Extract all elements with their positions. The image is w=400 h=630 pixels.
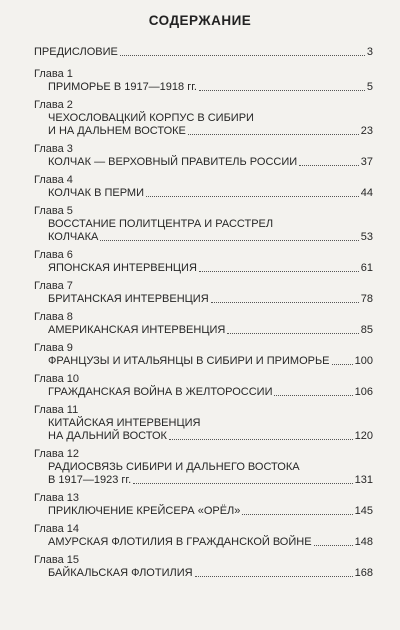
chapter-label: Глава 5	[34, 205, 73, 217]
toc-line	[34, 46, 373, 59]
dot-leader	[242, 514, 352, 515]
toc-line	[48, 231, 373, 244]
chapter-label: Глава 9	[34, 342, 73, 354]
toc-entry-chapter	[34, 372, 373, 399]
chapter-title-line: ЯПОНСКАЯ ИНТЕРВЕНЦИЯ	[48, 262, 197, 274]
chapter-label: Глава 3	[34, 143, 73, 155]
toc-line	[48, 156, 373, 169]
chapter-title-block	[34, 505, 373, 518]
chapter-title-block	[34, 156, 373, 169]
chapter-list	[34, 67, 373, 580]
toc-page-number: 145	[354, 505, 373, 517]
toc-entry-chapter	[34, 173, 373, 200]
toc-entry-chapter	[34, 341, 373, 368]
toc-entry-chapter	[34, 310, 373, 337]
chapter-title-block	[34, 355, 373, 368]
toc-entry-title: ПРЕДИСЛОВИЕ	[34, 46, 118, 58]
dot-leader	[195, 576, 353, 577]
chapter-label: Глава 8	[34, 311, 73, 323]
chapter-title-line: КИТАЙСКАЯ ИНТЕРВЕНЦИЯ	[48, 417, 201, 429]
toc-entry-chapter	[34, 67, 373, 94]
chapter-title-line: ФРАНЦУЗЫ И ИТАЛЬЯНЦЫ В СИБИРИ И ПРИМОРЬЕ	[48, 355, 330, 367]
chapter-title-block	[34, 461, 373, 487]
page-title: СОДЕРЖАНИЕ	[148, 13, 252, 28]
chapter-title-block	[34, 81, 373, 94]
dot-leader	[199, 271, 359, 272]
toc-line	[48, 324, 373, 337]
chapter-title-line: И НА ДАЛЬНЕМ ВОСТОКЕ	[48, 125, 186, 137]
chapter-label: Глава 11	[34, 404, 79, 416]
toc-page-number: 5	[366, 81, 373, 93]
chapter-title-block	[34, 262, 373, 275]
chapter-title-block	[34, 567, 373, 580]
dot-leader	[100, 240, 358, 241]
toc-entry-chapter	[34, 248, 373, 275]
chapter-title-block	[34, 536, 373, 549]
chapter-label: Глава 12	[34, 448, 80, 460]
chapter-title-line: АМЕРИКАНСКАЯ ИНТЕРВЕНЦИЯ	[48, 324, 226, 336]
chapter-title-line: ВОССТАНИЕ ПОЛИТЦЕНТРА И РАССТРЕЛ	[48, 218, 274, 230]
toc-line	[48, 430, 373, 443]
dot-leader	[133, 483, 353, 484]
toc-page-number: 23	[360, 125, 373, 137]
toc-entry-chapter	[34, 491, 373, 518]
chapter-title-line: КОЛЧАК — ВЕРХОВНЫЙ ПРАВИТЕЛЬ РОССИИ	[48, 156, 298, 168]
chapter-title-line: КОЛЧАК В ПЕРМИ	[48, 187, 144, 199]
chapter-title-block	[34, 386, 373, 399]
chapter-label: Глава 10	[34, 373, 80, 385]
table-of-contents	[34, 46, 373, 584]
chapter-title-block	[34, 112, 373, 138]
toc-page-number: 148	[354, 536, 373, 548]
dot-leader	[274, 395, 352, 396]
toc-page-number: 61	[360, 262, 373, 274]
toc-page-number: 131	[354, 474, 373, 486]
toc-page-number: 120	[354, 430, 373, 442]
toc-line	[48, 355, 373, 368]
toc-line	[48, 567, 373, 580]
chapter-label: Глава 14	[34, 523, 80, 535]
chapter-title-line: КОЛЧАКА	[48, 231, 99, 243]
toc-entry-chapter	[34, 142, 373, 169]
dot-leader	[120, 55, 365, 56]
chapter-label: Глава 7	[34, 280, 73, 292]
toc-entry-chapter	[34, 553, 373, 580]
toc-page-number: 37	[360, 156, 373, 168]
chapter-label: Глава 6	[34, 249, 73, 261]
toc-page-number: 168	[354, 567, 373, 579]
toc-entry-chapter	[34, 204, 373, 244]
chapter-title-line: БРИТАНСКАЯ ИНТЕРВЕНЦИЯ	[48, 293, 209, 305]
dot-leader	[227, 333, 358, 334]
toc-line	[48, 474, 373, 487]
toc-line	[48, 293, 373, 306]
dot-leader	[199, 90, 365, 91]
chapter-title-block	[34, 324, 373, 337]
chapter-label: Глава 15	[34, 554, 80, 566]
chapter-label: Глава 2	[34, 99, 73, 111]
dot-leader	[169, 439, 353, 440]
chapter-label: Глава 13	[34, 492, 80, 504]
toc-page-number: 3	[366, 46, 373, 58]
toc-page-number: 100	[354, 355, 373, 367]
toc-line	[48, 81, 373, 94]
toc-line	[48, 262, 373, 275]
chapter-title-line: РАДИОСВЯЗЬ СИБИРИ И ДАЛЬНЕГО ВОСТОКА	[48, 461, 300, 473]
chapter-label: Глава 1	[34, 68, 73, 80]
dot-leader	[146, 196, 359, 197]
chapter-title-block	[34, 218, 373, 244]
dot-leader	[211, 302, 359, 303]
chapter-title-line: ЧЕХОСЛОВАЦКИЙ КОРПУС В СИБИРИ	[48, 112, 254, 124]
toc-line	[48, 187, 373, 200]
toc-page-number: 78	[360, 293, 373, 305]
toc-entry-chapter	[34, 279, 373, 306]
toc-entry-chapter	[34, 98, 373, 138]
dot-leader	[332, 364, 353, 365]
chapter-title-line: БАЙКАЛЬСКАЯ ФЛОТИЛИЯ	[48, 567, 193, 579]
chapter-title-line: В 1917—1923 гг.	[48, 474, 132, 486]
chapter-title-line: ПРИМОРЬЕ В 1917—1918 гг.	[48, 81, 197, 93]
dot-leader	[188, 134, 359, 135]
dot-leader	[299, 165, 359, 166]
toc-page-number: 85	[360, 324, 373, 336]
chapter-title-line: ГРАЖДАНСКАЯ ВОЙНА В ЖЕЛТОРОССИИ	[48, 386, 273, 398]
chapter-title-line: АМУРСКАЯ ФЛОТИЛИЯ В ГРАЖДАНСКОЙ ВОЙНЕ	[48, 536, 312, 548]
toc-entry-chapter	[34, 403, 373, 443]
toc-entry-chapter	[34, 447, 373, 487]
chapter-label: Глава 4	[34, 174, 73, 186]
chapter-title-block	[34, 187, 373, 200]
toc-page-number: 53	[360, 231, 373, 243]
chapter-title-line: ПРИКЛЮЧЕНИЕ КРЕЙСЕРА «ОРЁЛ»	[48, 505, 241, 517]
dot-leader	[314, 545, 353, 546]
toc-line	[48, 125, 373, 138]
chapter-title-line: НА ДАЛЬНИЙ ВОСТОК	[48, 430, 167, 442]
chapter-title-block	[34, 293, 373, 306]
chapter-title-block	[34, 417, 373, 443]
toc-entry-preface	[34, 46, 373, 59]
toc-entry-chapter	[34, 522, 373, 549]
toc-page-number: 106	[354, 386, 373, 398]
toc-page-number: 44	[360, 187, 373, 199]
toc-line	[48, 505, 373, 518]
toc-line	[48, 386, 373, 399]
toc-line	[48, 536, 373, 549]
